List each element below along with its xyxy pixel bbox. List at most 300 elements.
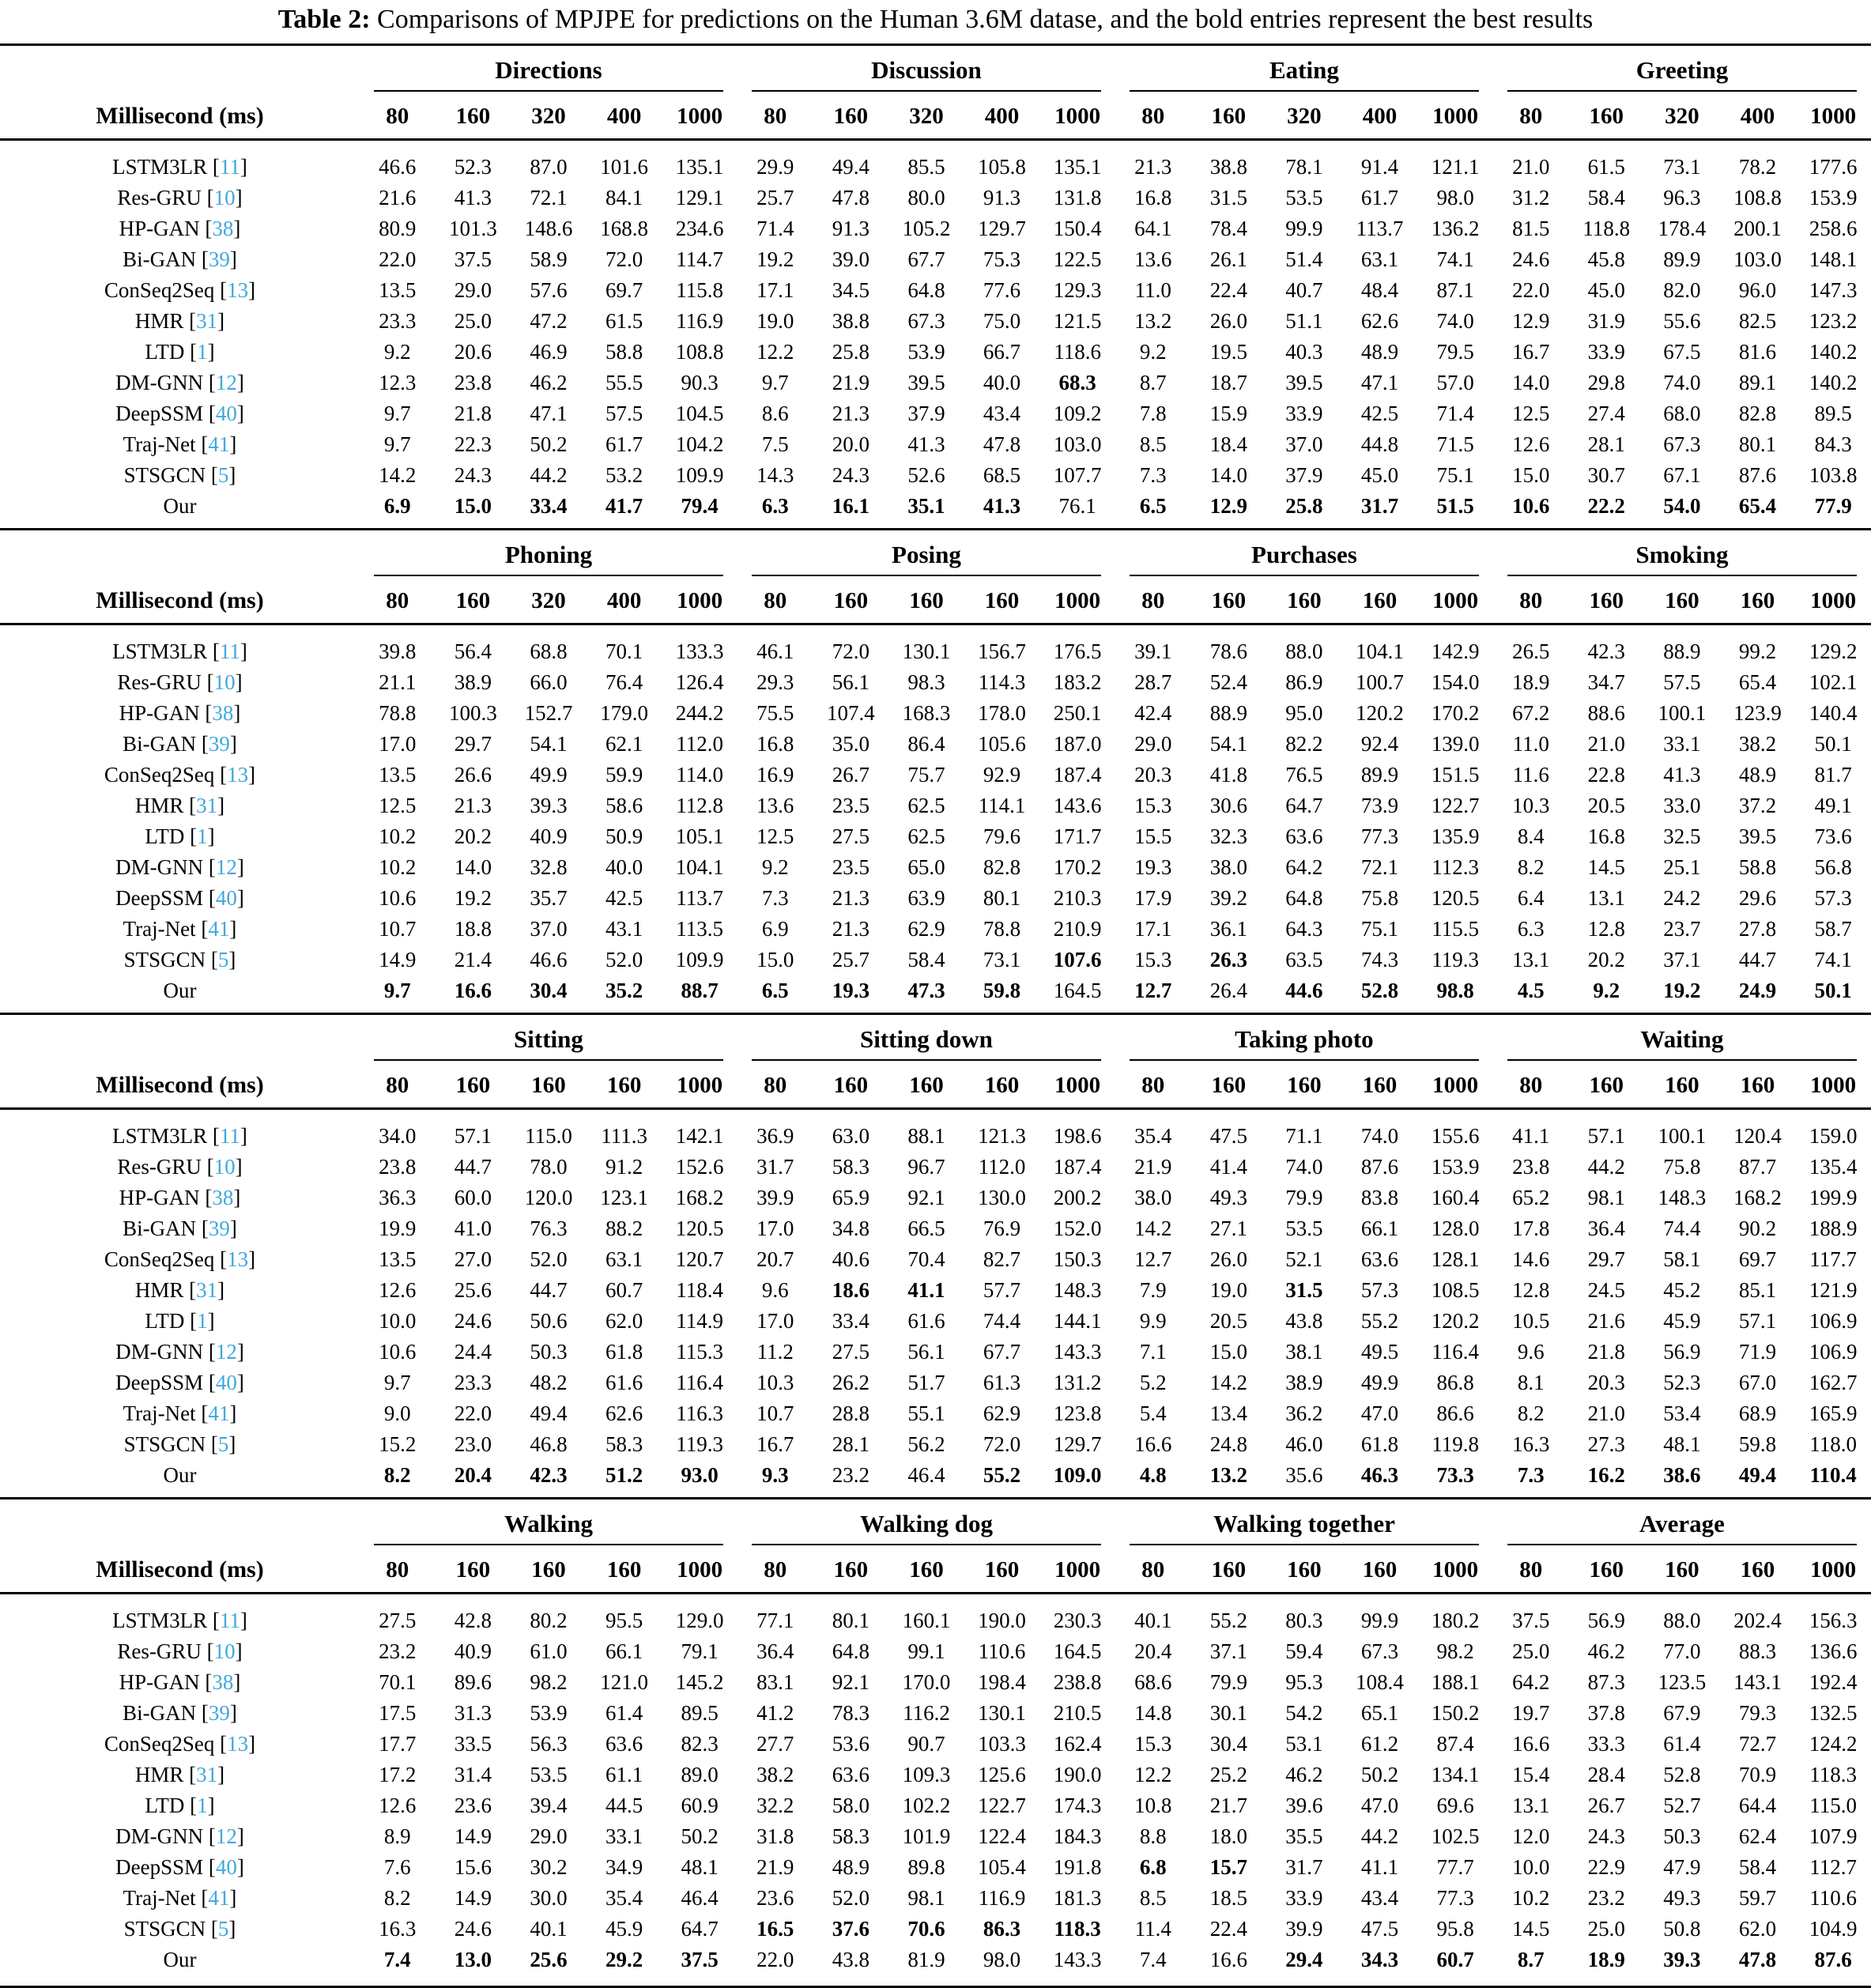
value-cell: 95.8 [1436,1917,1474,1941]
ms-header-cell: 80 [360,1546,436,1594]
table-row [0,1883,1871,1914]
value-cell: 52.1 [1285,1247,1323,1271]
ms-row-header: Millisecond (ms) [0,577,360,624]
value-cell: 95.3 [1285,1670,1323,1694]
value-cell: 98.0 [1436,186,1474,209]
value-cell: 21.6 [379,186,417,209]
category-label: Purchases [1130,541,1479,576]
value-cell: 98.2 [530,1670,568,1694]
value-cell: 47.1 [1360,371,1399,394]
value-cell: 114.7 [676,247,724,271]
citation-link[interactable]: 38 [212,217,234,240]
value-cell: 46.1 [756,639,794,663]
method-label: LSTM3LR [11] [112,1124,247,1148]
value-cell: 78.3 [832,1701,869,1725]
value-cell: 39.4 [530,1794,568,1817]
value-cell: 9.7 [383,1371,411,1394]
value-cell: 150.2 [1431,1701,1480,1725]
ms-header-cell: 80 [737,577,813,624]
value-cell: 41.3 [983,494,1021,518]
value-cell: 20.7 [756,1247,794,1271]
value-cell: 156.3 [1809,1609,1858,1632]
value-cell: 39.6 [1285,1794,1323,1817]
citation-link[interactable]: 11 [219,155,240,179]
value-cell: 28.4 [1587,1763,1625,1786]
citation-link[interactable]: 13 [227,1247,249,1271]
ms-header-cell: 80 [1493,1546,1569,1594]
value-cell: 21.0 [1587,1401,1625,1425]
value-cell: 32.5 [1663,824,1701,848]
citation-link[interactable]: 11 [219,639,240,663]
value-cell: 27.5 [379,1609,417,1632]
value-cell: 73.9 [1360,794,1399,817]
value-cell: 72.1 [1360,855,1399,879]
category-header-walking-dog [737,1499,1115,1547]
value-cell: 21.3 [832,917,869,941]
value-cell: 68.6 [1134,1670,1172,1694]
value-cell: 108.4 [1356,1670,1404,1694]
value-cell: 20.0 [832,432,869,456]
citation-link[interactable]: 10 [213,1639,236,1663]
method-label: LSTM3LR [11] [112,1609,247,1632]
ms-header-cell: 160 [1720,577,1796,624]
citation-link[interactable]: 1 [197,1309,208,1333]
value-cell: 9.2 [1139,340,1167,364]
method-label: HMR [31] [134,309,225,333]
ms-header-cell: 1000 [1795,1062,1871,1109]
value-cell: 170.2 [1431,701,1480,725]
value-cell: 14.5 [1512,1917,1550,1941]
value-cell: 37.5 [454,247,492,271]
value-cell: 23.8 [1512,1155,1550,1179]
value-cell: 107.7 [1053,463,1102,487]
value-cell: 57.6 [530,278,568,302]
ms-header-cell: 160 [813,577,889,624]
value-cell: 90.7 [907,1732,945,1756]
table-row [0,1275,1871,1306]
value-cell: 37.1 [1209,1639,1247,1663]
value-cell: 123.1 [600,1186,648,1209]
value-cell: 45.9 [605,1917,643,1941]
ms-header-cell: 400 [587,92,662,140]
value-cell: 63.6 [1360,1247,1399,1271]
value-cell: 53.5 [530,1763,568,1786]
value-cell: 27.5 [832,1340,869,1364]
value-cell: 27.1 [1209,1217,1247,1240]
citation-link[interactable]: 5 [217,463,229,487]
method-label: Traj-Net [41] [123,917,237,941]
value-cell: 79.6 [983,824,1021,848]
value-cell: 66.5 [907,1217,945,1240]
value-cell: 29.7 [454,732,492,756]
value-cell: 112.8 [676,794,724,817]
value-cell: 78.4 [1209,217,1247,240]
value-cell: 56.3 [530,1732,568,1756]
ms-header-cell: 80 [1115,1062,1191,1109]
value-cell: 49.4 [530,1401,568,1425]
value-cell: 103.3 [978,1732,1026,1756]
table-caption-label: Table 2: [277,5,371,34]
value-cell: 98.0 [983,1948,1021,1971]
value-cell: 42.3 [1587,639,1625,663]
value-cell: 37.6 [832,1917,869,1941]
value-cell: 10.3 [1512,794,1550,817]
value-cell: 65.0 [907,855,945,879]
citation-link[interactable]: 5 [217,1917,229,1941]
citation-link[interactable]: 11 [219,1124,240,1148]
citation-link[interactable]: 39 [208,247,230,271]
category-label: Directions [374,56,723,92]
citation-link[interactable]: 38 [212,1670,234,1694]
value-cell: 6.5 [1139,494,1167,518]
value-cell: 17.0 [379,732,417,756]
citation-link[interactable]: 38 [212,1186,234,1209]
value-cell: 36.3 [379,1186,417,1209]
value-cell: 120.4 [1733,1124,1782,1148]
value-cell: 41.1 [907,1278,945,1302]
citation-link[interactable]: 41 [208,432,230,456]
table-row [0,213,1871,244]
value-cell: 22.4 [1209,1917,1247,1941]
value-cell: 7.9 [1139,1278,1167,1302]
value-cell: 67.5 [1663,340,1701,364]
value-cell: 210.5 [1053,1701,1102,1725]
citation-link[interactable]: 31 [196,309,218,333]
ms-row-header: Millisecond (ms) [0,1062,360,1109]
table-row [0,1636,1871,1667]
value-cell: 96.7 [907,1155,945,1179]
value-cell: 41.2 [756,1701,794,1725]
value-cell: 168.3 [902,701,951,725]
value-cell: 10.7 [756,1401,794,1425]
value-cell: 40.6 [832,1247,869,1271]
citation-link[interactable]: 31 [196,1763,218,1786]
value-cell: 65.4 [1738,670,1777,694]
table-row [0,1460,1871,1497]
value-cell: 47.8 [832,186,869,209]
value-cell: 19.9 [379,1217,417,1240]
citation-link[interactable]: 39 [208,732,230,756]
value-cell: 27.0 [454,1247,492,1271]
value-cell: 61.5 [1587,155,1625,179]
value-cell: 78.1 [1285,155,1323,179]
value-cell: 68.9 [1738,1401,1777,1425]
value-cell: 27.7 [756,1732,794,1756]
value-cell: 27.4 [1587,402,1625,425]
value-cell: 29.6 [1738,886,1777,910]
citation-link[interactable]: 10 [213,1155,236,1179]
citation-link[interactable]: 1 [197,340,208,364]
category-label: Sitting [374,1025,723,1061]
value-cell: 102.1 [1809,670,1858,694]
value-cell: 104.9 [1809,1917,1858,1941]
citation-link[interactable]: 41 [208,917,230,941]
value-cell: 29.0 [1134,732,1172,756]
value-cell: 7.8 [1139,402,1167,425]
value-cell: 15.5 [1134,824,1172,848]
value-cell: 62.0 [605,1309,643,1333]
value-cell: 49.4 [832,155,869,179]
value-cell: 122.7 [978,1794,1026,1817]
category-header-directions [360,45,737,93]
value-cell: 69.7 [1738,1247,1777,1271]
value-cell: 23.7 [1663,917,1701,941]
category-header-purchases [1115,530,1493,578]
citation-link[interactable]: 5 [217,948,229,971]
citation-link[interactable]: 13 [227,763,249,787]
value-cell: 27.8 [1738,917,1777,941]
value-cell: 119.3 [1432,948,1479,971]
value-cell: 49.3 [1663,1886,1701,1910]
method-label: Res-GRU [10] [117,670,243,694]
value-cell: 13.2 [1209,1463,1247,1487]
citation-link[interactable]: 10 [213,670,236,694]
value-cell: 91.4 [1360,155,1399,179]
value-cell: 47.8 [983,432,1021,456]
value-cell: 34.5 [832,278,869,302]
spacer-cell [0,1499,360,1547]
value-cell: 92.9 [983,763,1021,787]
value-cell: 108.8 [675,340,724,364]
value-cell: 76.3 [530,1217,568,1240]
value-cell: 210.9 [1053,917,1102,941]
value-cell: 47.9 [1663,1855,1701,1879]
value-cell: 8.4 [1517,824,1545,848]
value-cell: 199.9 [1809,1186,1858,1209]
value-cell: 10.5 [1512,1309,1550,1333]
citation-link[interactable]: 11 [219,1609,240,1632]
value-cell: 116.9 [978,1886,1026,1910]
value-cell: 16.6 [1209,1948,1247,1971]
value-cell: 37.9 [907,402,945,425]
value-cell: 61.7 [1360,186,1399,209]
value-cell: 57.1 [1587,1124,1625,1148]
ms-header-cell: 160 [436,92,511,140]
value-cell: 116.2 [903,1701,950,1725]
value-cell: 68.8 [530,639,568,663]
value-cell: 136.6 [1809,1639,1858,1663]
value-cell: 64.4 [1738,1794,1777,1817]
value-cell: 33.9 [1587,340,1625,364]
value-cell: 37.1 [1663,948,1701,971]
value-cell: 38.6 [1663,1463,1701,1487]
value-cell: 29.3 [756,670,794,694]
value-cell: 47.3 [907,979,945,1002]
table-row [0,1914,1871,1945]
ms-header-cell: 1000 [1795,92,1871,140]
table-block-4 [0,1497,1871,1982]
method-label: DeepSSM [40] [115,1855,244,1879]
value-cell: 33.1 [1663,732,1701,756]
ms-header-cell: 160 [964,1062,1040,1109]
ms-header-cell: 160 [888,1062,964,1109]
value-cell: 66.0 [530,670,568,694]
citation-link[interactable]: 1 [197,824,208,848]
value-cell: 20.2 [454,824,492,848]
value-cell: 77.9 [1814,494,1852,518]
value-cell: 11.6 [1512,763,1549,787]
value-cell: 57.5 [1663,670,1701,694]
value-cell: 67.1 [1663,463,1701,487]
method-label: DM-GNN [12] [115,1824,244,1848]
value-cell: 17.0 [756,1309,794,1333]
value-cell: 7.1 [1139,1340,1167,1364]
table-row [0,698,1871,729]
value-cell: 12.5 [1512,402,1550,425]
ms-header-cell: 400 [964,92,1040,140]
value-cell: 46.3 [1360,1463,1399,1487]
value-cell: 106.9 [1809,1340,1858,1364]
value-cell: 60.7 [1436,1948,1474,1971]
value-cell: 170.2 [1053,855,1102,879]
value-cell: 20.2 [1587,948,1625,971]
value-cell: 15.3 [1134,1732,1172,1756]
value-cell: 53.6 [832,1732,869,1756]
citation-link[interactable]: 12 [215,1824,237,1848]
value-cell: 122.4 [978,1824,1026,1848]
value-cell: 77.0 [1663,1639,1701,1663]
value-cell: 104.2 [675,432,724,456]
value-cell: 31.5 [1209,186,1247,209]
value-cell: 30.1 [1209,1701,1247,1725]
value-cell: 38.9 [1285,1371,1323,1394]
value-cell: 42.4 [1134,701,1172,725]
ms-header-cell: 160 [1644,1062,1720,1109]
value-cell: 39.3 [1663,1948,1701,1971]
table-row [0,337,1871,368]
value-cell: 129.3 [1053,278,1102,302]
value-cell: 8.2 [383,1463,411,1487]
value-cell: 38.2 [756,1763,794,1786]
value-cell: 10.6 [1512,494,1550,518]
value-cell: 104.1 [675,855,724,879]
value-cell: 84.3 [1814,432,1852,456]
citation-link[interactable]: 40 [215,1371,237,1394]
citation-link[interactable]: 10 [213,186,236,209]
table-block-2 [0,528,1871,1013]
citation-link[interactable]: 31 [196,1278,218,1302]
citation-link[interactable]: 12 [215,371,237,394]
method-label: DM-GNN [12] [115,371,244,394]
category-header-discussion [737,45,1115,93]
value-cell: 121.9 [1809,1278,1858,1302]
citation-link[interactable]: 41 [208,1886,230,1910]
citation-link[interactable]: 40 [215,886,237,910]
citation-link[interactable]: 40 [215,1855,237,1879]
value-cell: 9.7 [383,402,411,425]
citation-link[interactable]: 13 [227,1732,249,1756]
value-cell: 129.7 [978,217,1026,240]
value-cell: 62.9 [983,1401,1021,1425]
method-label: HMR [31] [134,1763,225,1786]
value-cell: 44.2 [1587,1155,1625,1179]
value-cell: 143.3 [1053,1948,1102,1971]
ms-header-cell: 1000 [1795,577,1871,624]
value-cell: 50.9 [605,824,643,848]
value-cell: 46.2 [1285,1763,1323,1786]
value-cell: 131.2 [1053,1371,1102,1394]
value-cell: 117.7 [1809,1247,1858,1271]
citation-link[interactable]: 13 [227,278,249,302]
value-cell: 13.1 [1587,886,1625,910]
value-cell: 34.3 [1360,1948,1399,1971]
ms-header-cell: 160 [1191,1546,1267,1594]
citation-link[interactable]: 31 [196,794,218,817]
value-cell: 24.2 [1663,886,1701,910]
citation-link[interactable]: 39 [208,1217,230,1240]
ms-header-cell: 160 [964,1546,1040,1594]
value-cell: 6.5 [761,979,789,1002]
citation-link[interactable]: 39 [208,1701,230,1725]
value-cell: 35.4 [1134,1124,1172,1148]
value-cell: 59.8 [1738,1432,1777,1456]
value-cell: 16.9 [756,763,794,787]
citation-link[interactable]: 1 [197,1794,208,1817]
value-cell: 52.8 [1663,1763,1701,1786]
value-cell: 18.5 [1209,1886,1247,1910]
ms-header-cell: 160 [1569,1546,1645,1594]
citation-link[interactable]: 41 [208,1401,230,1425]
value-cell: 73.6 [1814,824,1852,848]
value-cell: 120.0 [524,1186,573,1209]
value-cell: 93.0 [681,1463,719,1487]
value-cell: 18.4 [1209,432,1247,456]
value-cell: 13.6 [1134,247,1172,271]
value-cell: 25.0 [1512,1639,1550,1663]
value-cell: 61.2 [1360,1732,1399,1756]
value-cell: 31.4 [454,1763,492,1786]
value-cell: 13.5 [379,763,417,787]
value-cell: 23.6 [454,1794,492,1817]
ms-header-cell: 400 [587,577,662,624]
citation-link[interactable]: 12 [215,855,237,879]
ms-row-header: Millisecond (ms) [0,92,360,140]
value-cell: 52.7 [1663,1794,1701,1817]
value-cell: 12.6 [1512,432,1550,456]
value-cell: 148.1 [1809,247,1858,271]
ms-header-cell: 320 [888,92,964,140]
value-cell: 7.3 [1517,1463,1545,1487]
value-cell: 42.5 [605,886,643,910]
value-cell: 12.2 [756,340,794,364]
value-cell: 234.6 [675,217,724,240]
value-cell: 101.3 [449,217,497,240]
method-label: Traj-Net [41] [123,1401,237,1425]
value-cell: 152.7 [524,701,573,725]
value-cell: 51.7 [907,1371,945,1394]
value-cell: 156.7 [978,639,1026,663]
value-cell: 63.6 [1285,824,1323,848]
value-cell: 46.4 [907,1463,945,1487]
value-cell: 109.3 [902,1763,951,1786]
citation-link[interactable]: 12 [215,1340,237,1364]
value-cell: 39.5 [907,371,945,394]
value-cell: 23.2 [379,1639,417,1663]
value-cell: 244.2 [675,701,724,725]
value-cell: 258.6 [1809,217,1858,240]
ms-header-cell: 1000 [1039,1062,1115,1109]
value-cell: 187.4 [1053,1155,1102,1179]
value-cell: 80.3 [1285,1609,1323,1632]
ms-header-cell: 80 [360,577,436,624]
citation-link[interactable]: 38 [212,701,234,725]
ms-header-cell: 1000 [1417,1062,1493,1109]
value-cell: 7.6 [383,1855,411,1879]
citation-link[interactable]: 5 [217,1432,229,1456]
value-cell: 8.2 [1517,1401,1545,1425]
citation-link[interactable]: 40 [215,402,237,425]
value-cell: 113.7 [676,886,724,910]
